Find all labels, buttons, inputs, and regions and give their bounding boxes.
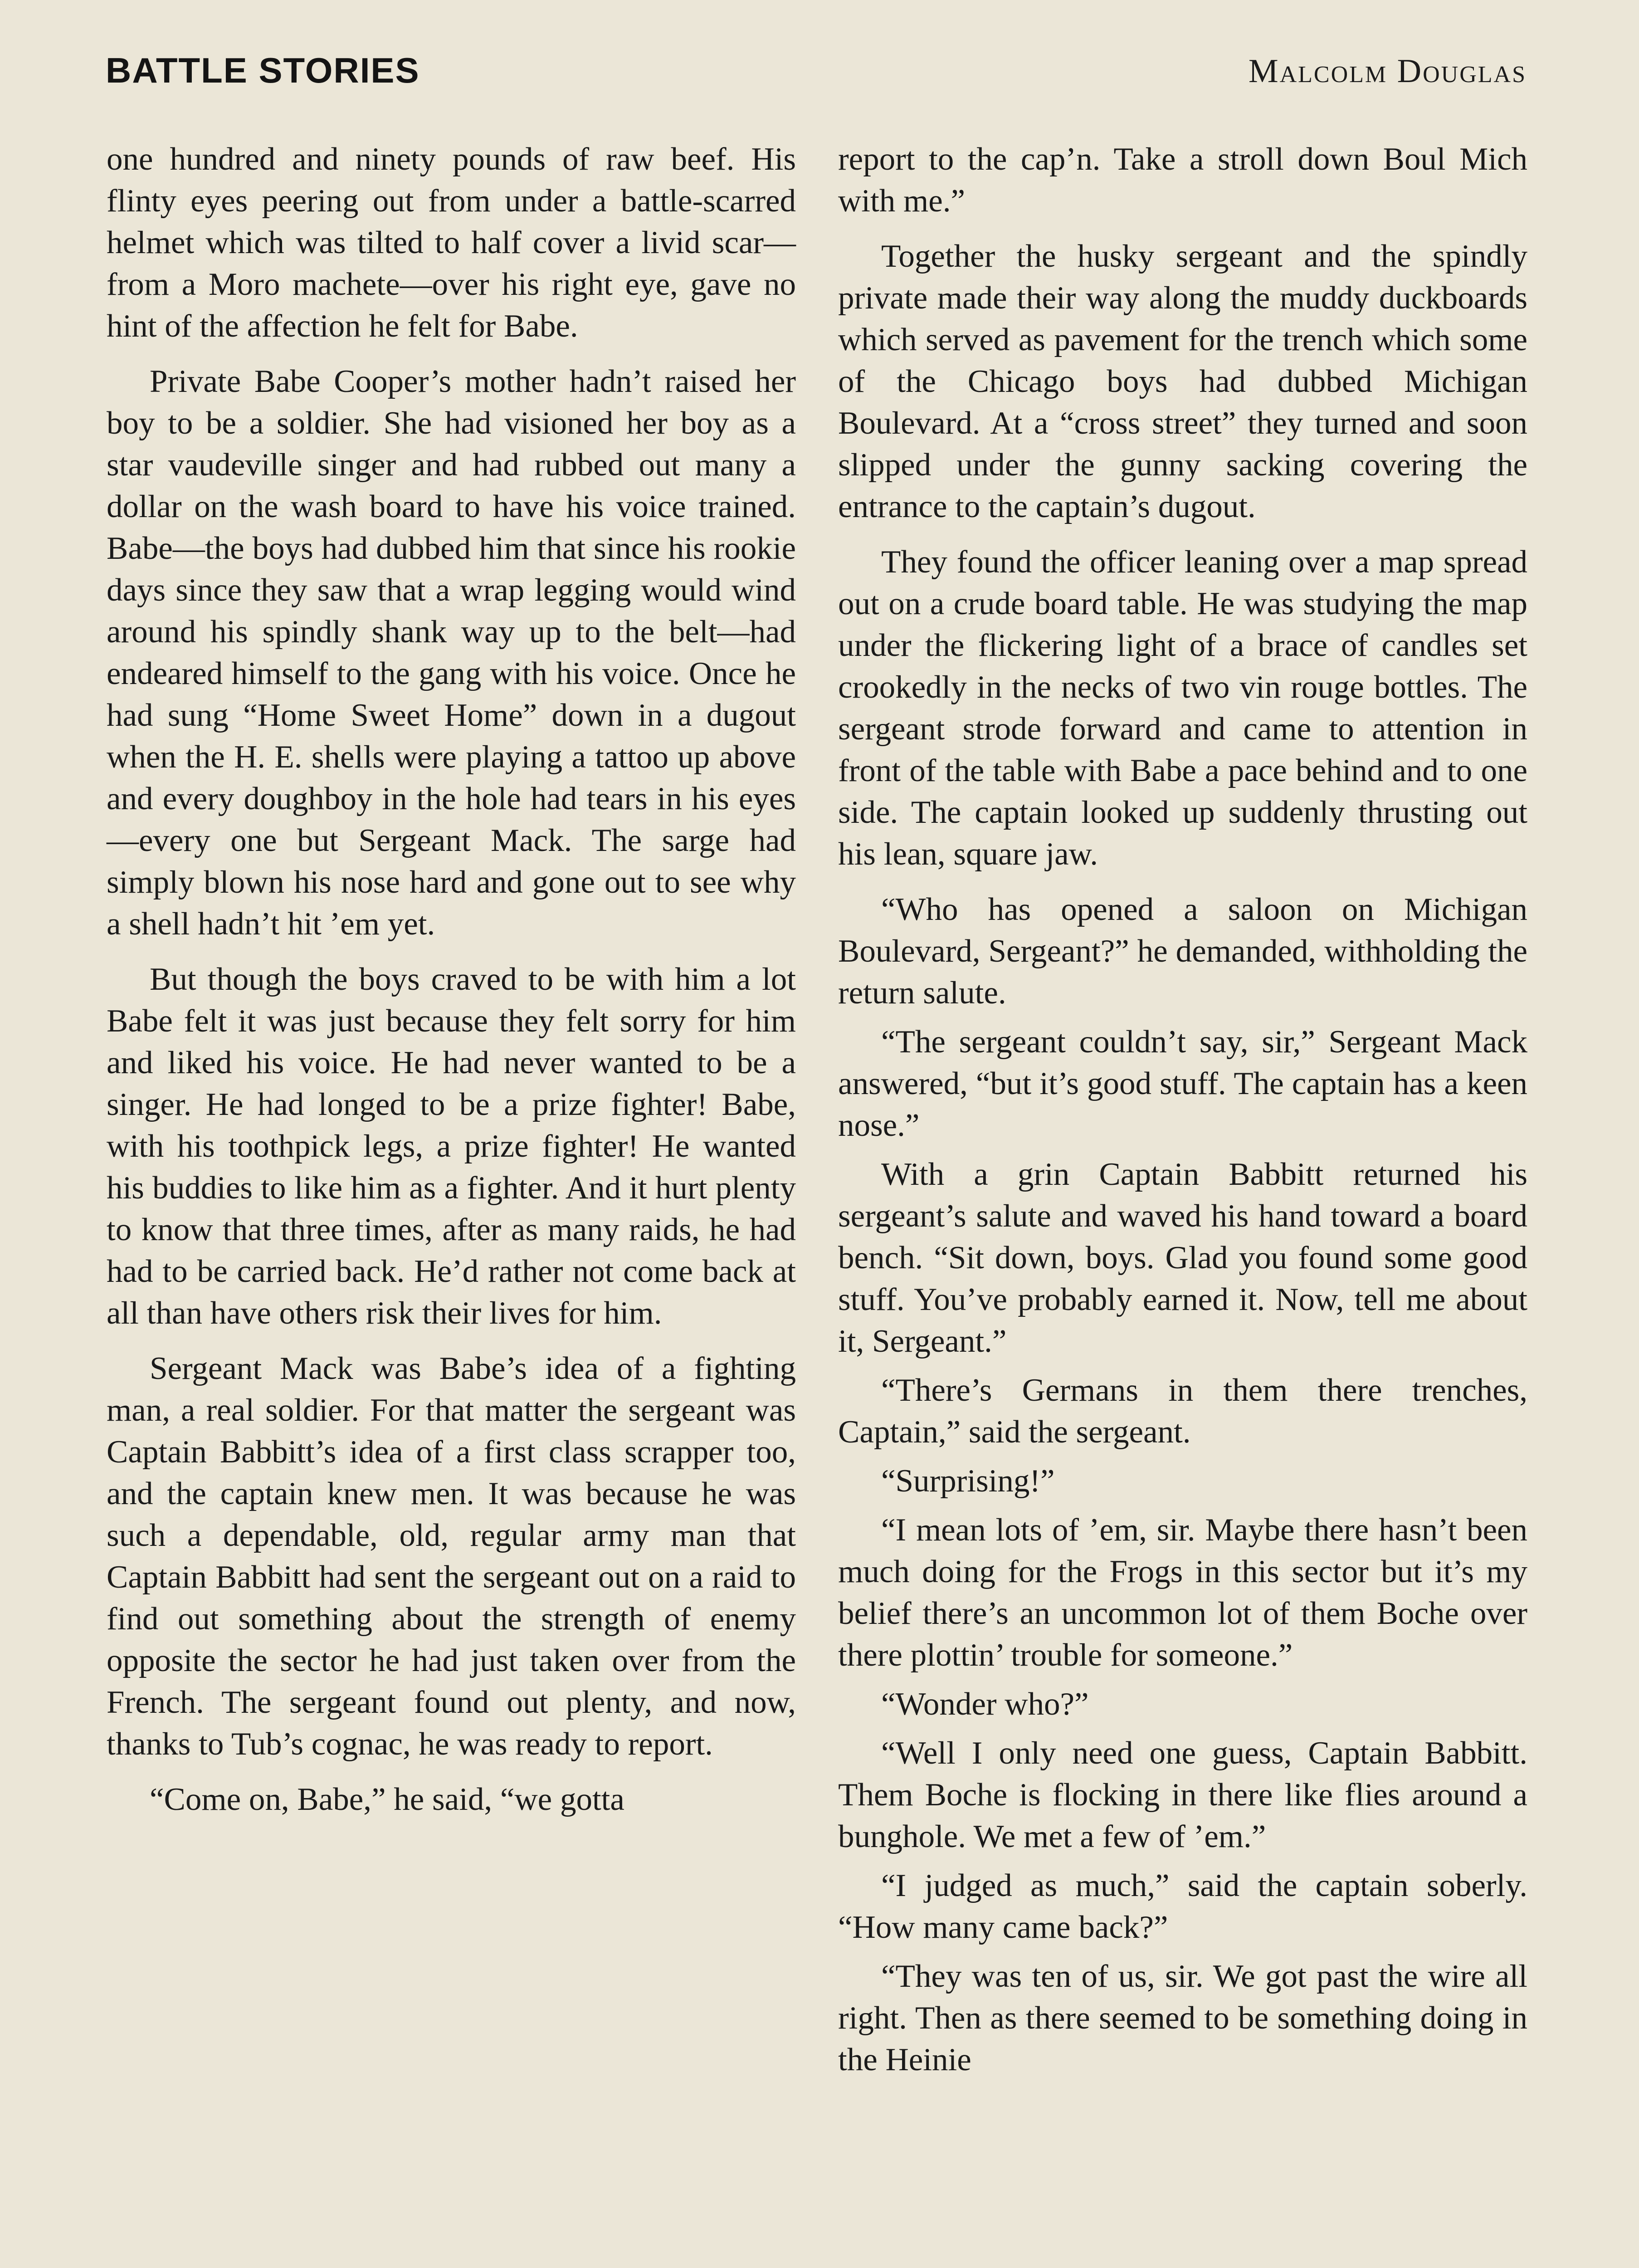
paragraph: “There’s Germans in them there trenches, Captain,” said the sergeant.: [838, 1373, 1527, 1450]
running-head-title: BATTLE STORIES: [106, 50, 420, 90]
paragraph: With a grin Captain Babbitt returned his sergeant’s salute and waved his hand toward a board bench. “Sit down, boys. Glad you found some good stuff. You’ve probably earned it. Now, tell me about it, Sergeant.”: [838, 1157, 1527, 1359]
paragraph: “They was ten of us, sir. We got past the wire all right. Then as there seemed to be something doing in the Heinie: [838, 1959, 1527, 2077]
paragraph: “Well I only need one guess, Captain Babbitt. Them Boche is flocking in there like flies around a bunghole. We met a few of ’em.”: [838, 1735, 1527, 1854]
paragraph: “I mean lots of ’em, sir. Maybe there hasn’t been much doing for the Frogs in this sector but it’s my belief there’s an uncommon lot of them Boche over there plottin’ trouble for someone.”: [838, 1512, 1527, 1673]
paragraph: report to the cap’n. Take a stroll down Boul Mich with me.”: [838, 142, 1527, 219]
text-column-right: [838, 138, 1527, 2088]
paragraph: Together the husky sergeant and the spindly private made their way along the muddy duckboards which served as pavement for the trench which some of the Chicago boys had dubbed Michigan Boulevard. At a “cross street” they turned and soon slipped under the gunny sacking covering the entrance to the captain’s dugout.: [838, 239, 1527, 524]
paragraph: Private Babe Cooper’s mother hadn’t raised her boy to be a soldier. She had visioned her boy as a star vaudeville singer and had rubbed out many a dollar on the wash board to have his voice trained. Babe—the boys had dubbed him that since his rookie days since they saw that a wrap legging would wind around his spindly shank way up to the belt—had endeared himself to the gang with his voice. Once he had sung “Home Sweet Home” down in a dugout when the H. E. shells were playing a tattoo up above and every doughboy in the hole had tears in his eyes—every one but Sergeant Mack. The sarge had simply blown his nose hard and gone out to see why a shell hadn’t hit ’em yet.: [107, 364, 796, 942]
text-column-left: [107, 138, 796, 1834]
paragraph: one hundred and ninety pounds of raw beef. His flinty eyes peering out from under a battle-scarred helmet which was tilted to half cover a livid scar—from a Moro machete—over his right eye, gave no hint of the affection he felt for Babe.: [107, 142, 796, 344]
paragraph: “I judged as much,” said the captain soberly. “How many came back?”: [838, 1868, 1527, 1945]
paragraph: “Come on, Babe,” he said, “we gotta: [150, 1782, 624, 1817]
paragraph: But though the boys craved to be with him a lot Babe felt it was just because they felt sorry for him and liked his voice. He had never wanted to be a singer. He had longed to be a prize fighter! Babe, with his toothpick legs, a prize fighter! He wanted his buddies to like him as a fighter. And it hurt plenty to know that three times, after as many raids, he had had to be carried back. He’d rather not come back at all than have others risk their lives for him.: [107, 962, 796, 1331]
paragraph: “Who has opened a saloon on Michigan Boulevard, Sergeant?” he demanded, withholding the return salute.: [838, 892, 1527, 1011]
paragraph: They found the officer leaning over a map spread out on a crude board table. He was studying the map under the flickering light of a brace of candles set crookedly in the necks of two vin rouge bottles. The sergeant strode forward and came to attention in front of the table with Babe a pace behind and to one side. The captain looked up suddenly thrusting out his lean, square jaw.: [838, 544, 1527, 872]
paragraph: “Wonder who?”: [881, 1686, 1089, 1722]
running-head-author: Malcolm Douglas: [1248, 53, 1527, 90]
paragraph: “The sergeant couldn’t say, sir,” Sergeant Mack answered, “but it’s good stuff. The captain has a keen nose.”: [838, 1024, 1527, 1143]
paragraph: “Surprising!”: [881, 1463, 1055, 1499]
paragraph: Sergeant Mack was Babe’s idea of a fighting man, a real soldier. For that matter the sergeant was Captain Babbitt’s idea of a first class scrapper too, and the captain knew men. It was because he was such a dependable, old, regular army man that Captain Babbitt had sent the sergeant out on a raid to find out something about the strength of enemy opposite the sector he had just taken over from the French. The sergeant found out plenty, and now, thanks to Tub’s cognac, he was ready to report.: [107, 1351, 796, 1762]
